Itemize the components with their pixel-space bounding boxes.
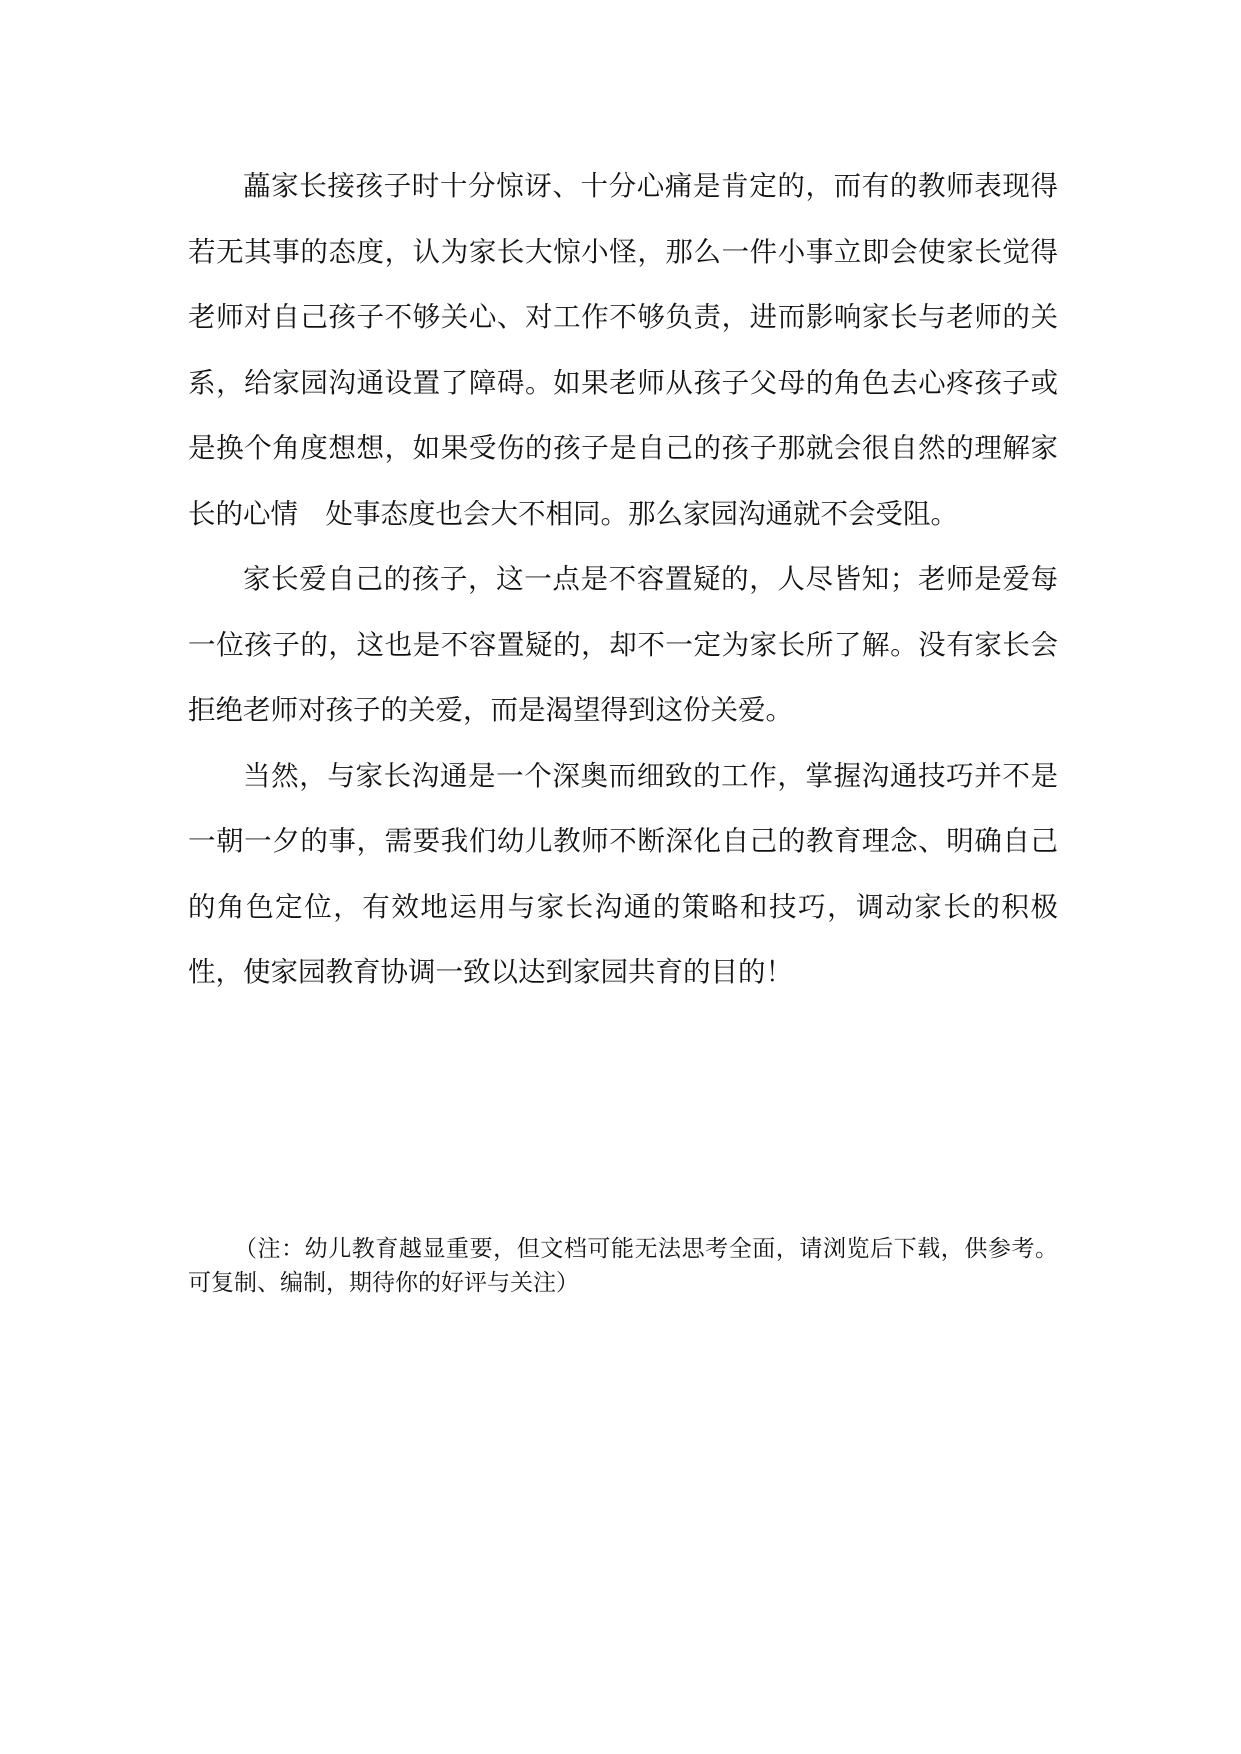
paragraph-3: 当然，与家长沟通是一个深奥而细致的工作，掌握沟通技巧并不是一朝一夕的事，需要我们幼儿教师不断深化自己的教育理念、明确自己的角色定位，有效地运用与家长沟通的策略和技巧，调动家长的积极性，使家园教育协调一致以达到家园共育的目的！ bbox=[188, 759, 1058, 988]
paragraph-2: 家长爱自己的孩子，这一点是不容置疑的，人尽皆知；老师是爱每一位孩子的，这也是不容置疑的，却不一定为家长所了解。没有家长会拒绝老师对孩子的关爱，而是渴望得到这份关爱。 bbox=[188, 563, 1058, 726]
footer-note: （注：幼儿教育越显重要，但文档可能无法思考全面，请浏览后下载，供参考。可复制、编制，期待你的好评与关注） bbox=[188, 1236, 1058, 1296]
paragraph-1: 藟家长接孩子时十分惊讶、十分心痛是肯定的，而有的教师表现得若无其事的态度，认为家长大惊小怪，那么一件小事立即会使家长觉得老师对自己孩子不够关心、对工作不够负责，进而影响家长与老师的关系，给家园沟通设置了障碍。如果老师从孩子父母的角色去心疼孩子或是换个角度想想，如果受伤的孩子是自己的孩子那就会很自然的理解家长的心情 处事态度也会大不相同。那么家园沟通就不会受阻。 bbox=[188, 170, 1058, 530]
document-body bbox=[188, 154, 1058, 1006]
